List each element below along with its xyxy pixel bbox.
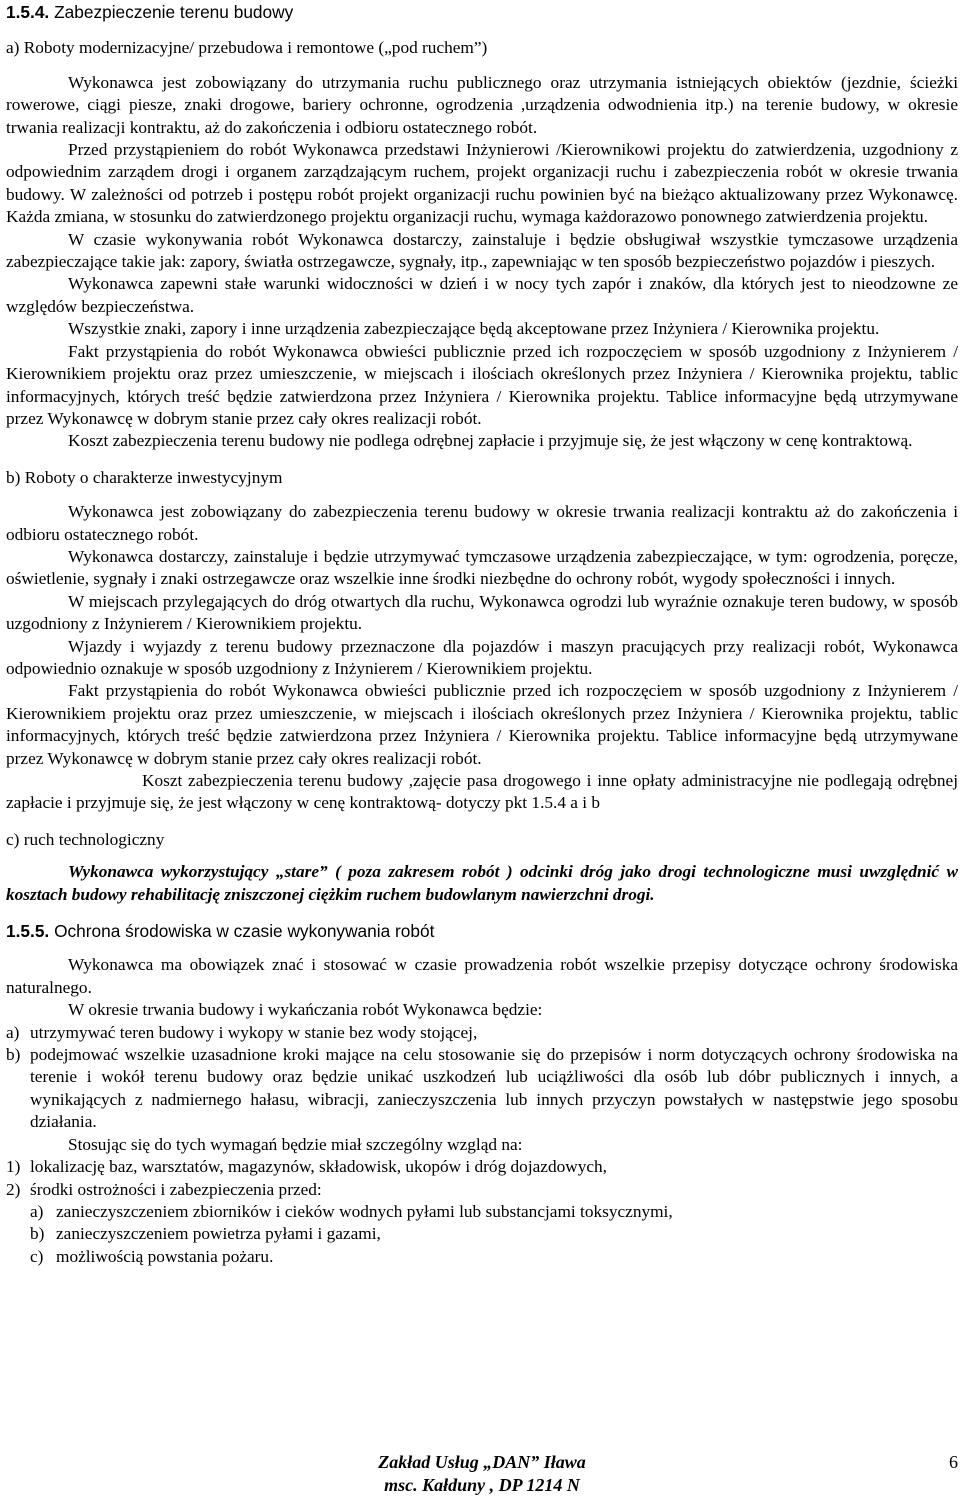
- paragraph: Koszt zabezpieczenia terenu budowy ,zajęcie pasa drogowego i inne opłaty administracyjne nie podlegają odrębnej zapłacie i przyjmuje się, że jest włączony w cenę kontraktową- dotyczy pkt 1.5.4 a i b: [6, 771, 958, 813]
- section-number: 1.5.5.: [6, 921, 50, 942]
- paragraph: Wjazdy i wyjazdy z terenu budowy przeznaczone dla pojazdów i maszyn pracujących przy realizacji robót, Wykonawca odpowiednio oznakuje w sposób uzgodniony z Inżynierem / Kierownikiem projektu.: [6, 636, 958, 678]
- paragraph: Przed przystąpieniem do robót Wykonawca przedstawi Inżynierowi /Kierownikowi projektu do zatwierdzenia, uzgodniony z odpowiednim zarządem drogi i organem zarządzającym ruchem, projekt organizacji ruchu i zabezpieczenia robót w okresie trwania budowy. W zależności od potrzeb i postępu robót projekt organizacji ruchu powinien być na bieżąco aktualizowany przez Wykonawcę. Każda zmiana, w stosunku do zatwierdzonego projektu organizacji ruchu, wymaga każdorazowo ponownego zatwierdzenia projektu.: [6, 140, 958, 227]
- paragraph: Wykonawca jest zobowiązany do utrzymania ruchu publicznego oraz utrzymania istniejących obiektów (jezdnie, ścieżki rowerowe, ciągi piesze, znaki drogowe, bariery ochronne, ogrodzenia ,urządzenia odwodnienia itp.) na terenie budowy, w okresie trwania realizacji kontraktu, aż do zakończenia i odbioru ostatecznego robót.: [6, 72, 958, 137]
- list-text: utrzymywać teren budowy i wykopy w stanie bez wody stojącej,: [30, 1022, 478, 1042]
- paragraph: Fakt przystąpienia do robót Wykonawca obwieści publicznie przed ich rozpoczęciem w sposób uzgodniony z Inżynierem / Kierownikiem projektu oraz przez umieszczenie, w miejscach i ilościach określonych przez Inżyniera / Kierownika projektu, tablic informacyjnych, których treść będzie zatwierdzona przez Inżyniera / Kierownika projektu. Tablice informacyjne będą utrzymywane przez Wykonawcę w dobrym stanie przez cały okres realizacji robót.: [6, 681, 958, 768]
- subsection-heading-c: c) ruch technologiczny: [6, 829, 165, 849]
- paragraph: Wykonawca jest zobowiązany do zabezpieczenia terenu budowy w okresie trwania realizacji kontraktu aż do zakończenia i odbioru ostatecznego robót.: [6, 502, 958, 544]
- list-item: [6, 1022, 958, 1044]
- paragraph: W miejscach przylegających do dróg otwartych dla ruchu, Wykonawca ogrodzi lub wyraźnie oznakuje teren budowy, w sposób uzgodniony z Inżynierem / Kierownikiem projektu.: [6, 591, 958, 634]
- document-page: [6, 0, 958, 1495]
- list-text: środki ostrożności i zabezpieczenia przed:: [30, 1179, 322, 1199]
- paragraph: Wykonawca ma obowiązek znać i stosować w czasie prowadzenia robót wszelkie przepisy dotyczące ochrony środowiska naturalnego.: [6, 955, 958, 997]
- list-text: podejmować wszelkie uzasadnione kroki mające na celu stosowanie się do przepisów i norm dotyczących ochrony środowiska na terenie i wokół terenu budowy oraz będzie unikać uszkodzeń lub uciążliwości dla osób lub dóbr publicznych i innych, a wynikających z nadmiernego hałasu, wibracji, zanieczyszczenia lub innych przyczyn powstałych w następstwie jego sposobu działania.: [30, 1045, 958, 1132]
- list-marker: a): [6, 1022, 20, 1042]
- list-item: [6, 1044, 958, 1134]
- paragraph: Wykonawca dostarczy, zainstaluje i będzie utrzymywać tymczasowe urządzenia zabezpieczające, w tym: ogrodzenia, poręcze, oświetlenie, sygnały i znaki ostrzegawcze oraz wszelkie inne środki niezbędne do ochrony robót, wygody społeczności i innych.: [6, 546, 958, 589]
- list-text: zanieczyszczeniem powietrza pyłami i gazami,: [56, 1224, 381, 1244]
- footer-location: msc. Kałduny , DP 1214 N: [384, 1475, 580, 1495]
- list-marker: b): [6, 1045, 21, 1065]
- list-text: możliwością powstania pożaru.: [56, 1246, 274, 1266]
- section-title: Zabezpieczenie terenu budowy: [54, 2, 294, 22]
- list-marker: a): [30, 1201, 44, 1221]
- paragraph: Stosując się do tych wymagań będzie miał szczególny wzgląd na:: [68, 1134, 523, 1154]
- paragraph: W okresie trwania budowy i wykańczania robót Wykonawca będzie:: [68, 1000, 543, 1020]
- list-marker: 2): [6, 1179, 21, 1199]
- section-number: 1.5.4.: [6, 2, 50, 22]
- paragraph: Fakt przystąpienia do robót Wykonawca obwieści publicznie przed ich rozpoczęciem w sposób uzgodniony z Inżynierem / Kierownikiem projektu oraz przez umieszczenie, w miejscach i ilościach określonych przez Inżyniera / Kierownika projektu, tablic informacyjnych, których treść będzie zatwierdzona przez Inżyniera / Kierownika projektu. Tablice informacyjne będą utrzymywane przez Wykonawcę w dobrym stanie przez cały okres realizacji robót.: [6, 341, 958, 428]
- paragraph: Wszystkie znaki, zapory i inne urządzenia zabezpieczające będą akceptowane przez Inżyniera / Kierownika projektu.: [68, 319, 880, 339]
- list-item: [6, 1201, 958, 1223]
- paragraph: W czasie wykonywania robót Wykonawca dostarczy, zainstaluje i będzie obsługiwał wszystkie tymczasowe urządzenia zabezpieczające takie jak: zapory, światła ostrzegawcze, sygnały, itp., zapewniając w ten sposób bezpieczeństwo pojazdów i pieszych.: [6, 229, 958, 272]
- list-item: [6, 1246, 958, 1268]
- list-item: [6, 1156, 958, 1178]
- list-marker: 1): [6, 1157, 21, 1177]
- subsection-heading-a: a) Roboty modernizacyjne/ przebudowa i remontowe („pod ruchem”): [6, 38, 488, 58]
- section-heading-1-5-4: [6, 1, 958, 23]
- list-item: [6, 1179, 958, 1201]
- page-number: 6: [949, 1452, 958, 1472]
- section-heading-1-5-5: [6, 920, 958, 942]
- subsection-heading-b: b) Roboty o charakterze inwestycyjnym: [6, 467, 283, 487]
- list-marker: b): [30, 1224, 45, 1244]
- list-marker: c): [30, 1246, 44, 1266]
- footer-company: Zakład Usług „DAN” Iława: [378, 1452, 586, 1472]
- list-item: [6, 1223, 958, 1245]
- paragraph-emphasis: Wykonawca wykorzystujący „stare” ( poza zakresem robót ) odcinki dróg jako drogi technologiczne musi uwzględnić w kosztach budowy rehabilitację zniszczonej ciężkim ruchem budowlanym nawierzchni drogi.: [6, 862, 958, 904]
- paragraph: Wykonawca zapewni stałe warunki widoczności w dzień i w nocy tych zapór i znaków, dla których jest to nieodzowne ze względów bezpieczeństwa.: [6, 274, 958, 316]
- paragraph: Koszt zabezpieczenia terenu budowy nie podlega odrębnej zapłacie i przyjmuje się, że jest włączony w cenę kontraktową.: [68, 431, 913, 451]
- list-text: lokalizację baz, warsztatów, magazynów, składowisk, ukopów i dróg dojazdowych,: [30, 1157, 607, 1177]
- page-footer: [6, 1449, 958, 1499]
- section-title: Ochrona środowiska w czasie wykonywania robót: [54, 921, 435, 942]
- list-text: zanieczyszczeniem zbiorników i cieków wodnych pyłami lub substancjami toksycznymi,: [56, 1201, 673, 1221]
